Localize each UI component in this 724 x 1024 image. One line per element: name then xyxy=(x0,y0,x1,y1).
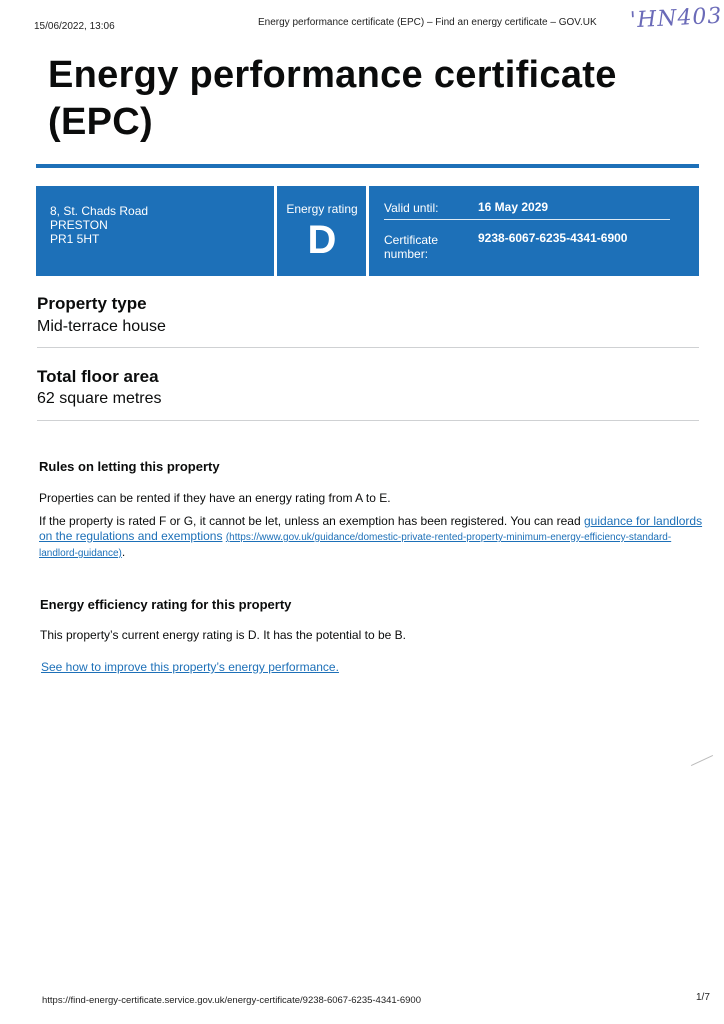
page-title: Energy performance certificate (EPC) xyxy=(48,54,617,143)
floor-area-heading: Total floor area xyxy=(37,367,159,386)
summary-divider xyxy=(274,186,277,276)
letting-rules-para-2 xyxy=(39,514,703,561)
floor-area-value: 62 square metres xyxy=(37,390,162,407)
energy-rating-label: Energy rating xyxy=(286,202,358,216)
certificate-label-line1: Certificate xyxy=(384,233,439,247)
letting-rules-end: . xyxy=(121,545,126,559)
print-page-number: 1/7 xyxy=(696,992,710,1003)
title-divider xyxy=(36,164,699,168)
valid-until-value: 16 May 2029 xyxy=(478,200,549,214)
property-type-value: Mid-terrace house xyxy=(37,318,166,335)
landlord-guidance-link[interactable]: guidance for landlords on the regulations and exemptions xyxy=(39,514,703,543)
property-address xyxy=(50,204,148,246)
scan-artifact xyxy=(691,755,713,766)
print-footer-url: https://find-energy-certificate.service.gov.uk/energy-certificate/9238-6067-6235-4341-6900 xyxy=(42,995,421,1006)
energy-rating-letter: D xyxy=(307,218,337,262)
certificate-label-line2: number: xyxy=(384,247,429,261)
summary-inner-divider xyxy=(384,219,670,220)
certificate-number-label xyxy=(384,233,438,261)
letting-rules-text: If the property is rated F or G, it cannot be let, unless an exemption has been registered. You can read xyxy=(39,514,584,528)
improve-performance-link[interactable]: See how to improve this property’s energy performance. xyxy=(41,660,339,674)
valid-until-label: Valid until: xyxy=(384,201,439,215)
print-datetime: 15/06/2022, 13:06 xyxy=(34,21,115,32)
print-page-title: Energy performance certificate (EPC) – Find an energy certificate – GOV.UK xyxy=(258,17,597,28)
address-postcode: PR1 5HT xyxy=(50,232,100,246)
efficiency-heading: Energy efficiency rating for this property xyxy=(40,597,292,612)
letting-rules-para-1: Properties can be rented if they have an energy rating from A to E. xyxy=(39,491,391,505)
certificate-number-value: 9238-6067-6235-4341-6900 xyxy=(478,231,628,245)
efficiency-text: This property’s current energy rating is D. It has the potential to be B. xyxy=(40,628,406,642)
section-divider xyxy=(37,420,699,421)
landlord-guidance-url[interactable]: (https://www.gov.uk/guidance/domestic-private-rented-property-minimum-energy-efficiency-standard-landlord-guidance) xyxy=(39,532,672,559)
property-type-heading: Property type xyxy=(37,294,147,313)
handwritten-note: 'HN403 xyxy=(629,3,724,34)
summary-divider xyxy=(366,186,369,276)
address-line-1: 8, St. Chads Road xyxy=(50,204,149,218)
address-line-2: PRESTON xyxy=(50,218,108,232)
section-divider xyxy=(37,347,699,348)
epc-summary-box xyxy=(36,186,699,276)
letting-rules-heading: Rules on letting this property xyxy=(39,459,220,474)
